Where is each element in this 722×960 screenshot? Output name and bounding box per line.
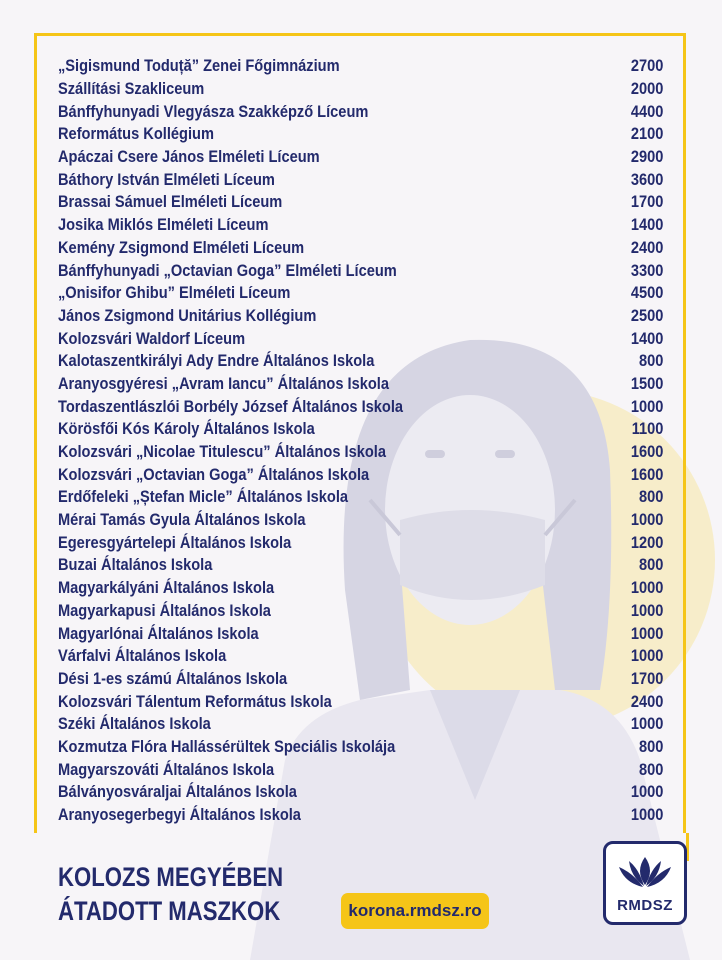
school-name: Kolozsvári Tálentum Református Iskola <box>58 691 332 711</box>
mask-count: 1600 <box>630 464 664 484</box>
rmdsz-logo <box>603 841 687 925</box>
mask-count: 2000 <box>630 79 664 99</box>
school-name: Kozmutza Flóra Hallássérültek Speciális Iskolája <box>58 736 396 756</box>
school-name: Mérai Tamás Gyula Általános Iskola <box>58 510 306 530</box>
list-item <box>58 645 663 668</box>
mask-count: 1200 <box>630 532 664 552</box>
logo-text: RMDSZ <box>617 896 673 914</box>
school-mask-list <box>58 55 664 826</box>
school-name: Református Kollégium <box>58 124 214 144</box>
mask-count: 3300 <box>630 260 664 280</box>
mask-count: 1600 <box>630 442 664 462</box>
mask-count: 1400 <box>630 215 664 235</box>
list-item <box>58 509 663 532</box>
school-name: Kolozsvári „Nicolae Titulescu” Általános Iskola <box>58 442 386 462</box>
list-item <box>58 146 663 169</box>
list-item <box>58 804 663 827</box>
list-item <box>58 713 663 736</box>
school-name: Várfalvi Általános Iskola <box>58 646 227 666</box>
mask-count: 4500 <box>630 283 664 303</box>
school-name: Szállítási Szakliceum <box>58 79 205 99</box>
school-name: Tordaszentlászlói Borbély József Általános Iskola <box>58 396 404 416</box>
list-item <box>58 327 663 350</box>
mask-count: 1700 <box>630 192 664 212</box>
school-name: Kolozsvári „Octavian Goga” Általános Iskola <box>58 464 370 484</box>
list-item <box>58 736 663 759</box>
school-name: Magyarszováti Általános Iskola <box>58 759 275 779</box>
school-name: „Sigismund Toduță” Zenei Főgimnázium <box>58 56 340 76</box>
school-name: János Zsigmond Unitárius Kollégium <box>58 305 317 325</box>
list-item <box>58 758 663 781</box>
school-name: Körösfői Kós Károly Általános Iskola <box>58 419 315 439</box>
list-item <box>58 259 663 282</box>
school-name: Széki Általános Iskola <box>58 714 211 734</box>
website-link-button[interactable]: korona.rmdsz.ro <box>341 893 489 929</box>
school-name: Kemény Zsigmond Elméleti Líceum <box>58 237 305 257</box>
list-item <box>58 395 663 418</box>
school-name: Egeresgyártelepi Általános Iskola <box>58 532 292 552</box>
list-item <box>58 781 663 804</box>
list-item <box>58 486 663 509</box>
mask-count: 1400 <box>630 328 664 348</box>
school-name: Kalotaszentkirályi Ady Endre Általános Iskola <box>58 351 375 371</box>
mask-count: 800 <box>639 736 664 756</box>
list-item <box>58 237 663 260</box>
list-item <box>58 191 663 214</box>
list-item <box>58 531 663 554</box>
list-item <box>58 282 663 305</box>
mask-count: 1000 <box>630 623 664 643</box>
list-item <box>58 554 663 577</box>
school-name: Báthory István Elméleti Líceum <box>58 169 275 189</box>
mask-count: 1100 <box>631 419 664 439</box>
school-name: Bánffyhunyadi Vlegyásza Szakképző Líceum <box>58 101 369 121</box>
mask-count: 800 <box>639 759 664 779</box>
school-name: Erdőfeleki „Ștefan Micle” Általános Iskola <box>58 487 349 507</box>
mask-count: 1000 <box>630 782 664 802</box>
tulip-icon <box>615 853 675 893</box>
page-title <box>58 860 283 928</box>
school-name: Magyarkapusi Általános Iskola <box>58 600 271 620</box>
list-item <box>58 577 663 600</box>
list-item <box>58 350 663 373</box>
title-line-1: KOLOZS MEGYÉBEN <box>58 862 284 892</box>
mask-count: 1000 <box>630 714 664 734</box>
school-name: Bálványosváraljai Általános Iskola <box>58 782 297 802</box>
school-name: Dési 1-es számú Általános Iskola <box>58 668 288 688</box>
school-name: Bánffyhunyadi „Octavian Goga” Elméleti Líceum <box>58 260 397 280</box>
mask-count: 4400 <box>630 101 664 121</box>
list-item <box>58 305 663 328</box>
mask-count: 1000 <box>630 805 664 825</box>
mask-count: 1000 <box>630 510 664 530</box>
mask-count: 2700 <box>630 56 664 76</box>
mask-count: 2500 <box>630 305 664 325</box>
school-name: Magyarlónai Általános Iskola <box>58 623 259 643</box>
mask-count: 1000 <box>630 578 664 598</box>
mask-count: 2900 <box>630 147 664 167</box>
school-name: Kolozsvári Waldorf Líceum <box>58 328 246 348</box>
school-name: Brassai Sámuel Elméleti Líceum <box>58 192 283 212</box>
mask-count: 800 <box>639 487 664 507</box>
school-name: Magyarkályáni Általános Iskola <box>58 578 275 598</box>
list-item <box>58 78 663 101</box>
list-item <box>58 214 663 237</box>
mask-count: 1500 <box>630 373 664 393</box>
school-name: „Onisifor Ghibu” Elméleti Líceum <box>58 283 291 303</box>
mask-count: 800 <box>639 351 664 371</box>
school-name: Josika Miklós Elméleti Líceum <box>58 215 269 235</box>
mask-count: 1700 <box>630 668 664 688</box>
school-name: Apáczai Csere János Elméleti Líceum <box>58 147 320 167</box>
mask-count: 800 <box>639 555 664 575</box>
mask-count: 1000 <box>630 646 664 666</box>
list-item <box>58 668 663 691</box>
list-item <box>58 168 663 191</box>
list-item <box>58 373 663 396</box>
list-item <box>58 441 663 464</box>
mask-count: 2100 <box>630 124 664 144</box>
school-name: Aranyosegerbegyi Általános Iskola <box>58 805 301 825</box>
list-item <box>58 123 663 146</box>
mask-count: 2400 <box>630 691 664 711</box>
title-line-2: ÁTADOTT MASZKOK <box>58 896 281 926</box>
list-item <box>58 100 663 123</box>
list-item <box>58 463 663 486</box>
list-item <box>58 622 663 645</box>
school-name: Aranyosgyéresi „Avram Iancu” Általános Iskola <box>58 373 389 393</box>
mask-count: 2400 <box>630 237 664 257</box>
school-name: Buzai Általános Iskola <box>58 555 213 575</box>
mask-count: 1000 <box>630 396 664 416</box>
list-item <box>58 418 663 441</box>
mask-count: 3600 <box>630 169 664 189</box>
mask-count: 1000 <box>630 600 664 620</box>
list-item <box>58 600 663 623</box>
list-item <box>58 55 663 78</box>
list-item <box>58 690 663 713</box>
